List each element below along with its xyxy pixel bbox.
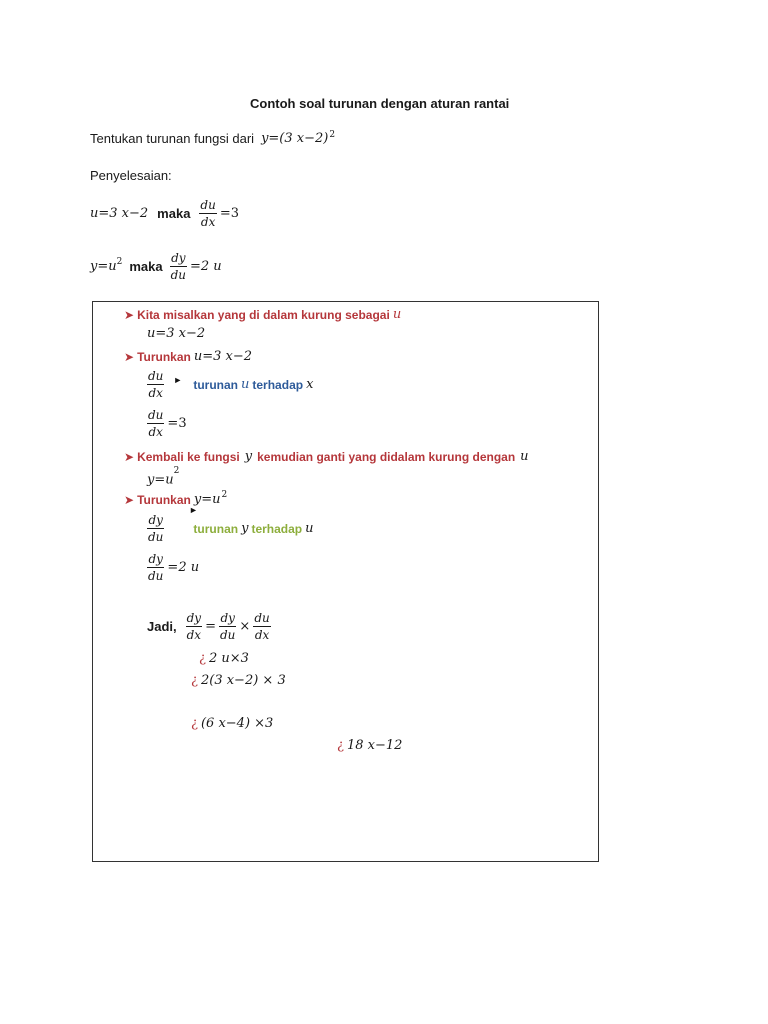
question-expr: y=(3 x−2) [261, 131, 329, 146]
bullet-3 [124, 449, 529, 464]
frac-den: dx [148, 386, 163, 400]
frac-num: du [148, 369, 164, 383]
eq-u: u=3 x−2 [147, 326, 206, 341]
chain-frac-1 [186, 612, 202, 641]
note1-b: terhadap [252, 377, 304, 392]
inverted-question-symbol: ¿ [199, 651, 206, 666]
note2-var2: u [305, 521, 314, 536]
triangle-right-bullet-icon: ➤ [124, 349, 135, 364]
result-line-1 [199, 651, 249, 666]
frac-num: du [148, 408, 164, 422]
result-line-4 [337, 738, 402, 753]
bullet-2-expr: u=3 x−2 [193, 349, 253, 364]
result-line-3 [191, 716, 273, 731]
step1-maka: maka [157, 206, 191, 221]
bullet-1 [124, 307, 401, 322]
step2-fraction [170, 252, 187, 281]
eq3-exp: 2 [173, 466, 180, 476]
frac-du-dx-2 [147, 409, 164, 438]
bullet-3-text-b: kemudian ganti yang didalam kurung dengan [257, 449, 516, 464]
step2-maka: maka [129, 259, 163, 274]
triangle-right-bullet-icon: ➤ [124, 449, 135, 464]
frac-du-dx [147, 370, 164, 399]
frac-den: du [148, 569, 164, 583]
bullet-4-text: Turunkan [137, 492, 191, 507]
step2-rhs: =2 u [190, 259, 222, 274]
step1-line [90, 199, 239, 228]
bullet-3-var1: y [244, 449, 253, 464]
frac-den: du [220, 628, 236, 642]
eq3-base: y=u [147, 472, 174, 488]
inverted-question-symbol: ¿ [191, 716, 198, 731]
frac-num: dy [186, 611, 202, 625]
result-line-4-expr: 18 x−12 [346, 738, 403, 753]
frac-num: dy [220, 611, 235, 625]
step1-rhs: =3 [219, 206, 240, 221]
derivative-note-1 [147, 370, 313, 399]
chain-times: × [239, 619, 251, 634]
step1-den: dx [200, 215, 216, 229]
bullet-3-var2: u [520, 449, 529, 464]
note1-a: turunan [193, 377, 239, 392]
note2-var1: y [241, 521, 249, 536]
frac-den: dx [254, 628, 270, 642]
result-line-1-expr: 2 u×3 [208, 651, 249, 666]
step2-num: dy [171, 251, 186, 265]
note2-a: turunan [193, 521, 239, 536]
note2-b: terhadap [251, 521, 303, 536]
chain-frac-3 [253, 612, 270, 641]
chain-rule [147, 612, 271, 641]
chain-frac-2 [219, 612, 236, 641]
question-line [90, 131, 335, 146]
bullet-1-var: u [392, 307, 402, 322]
frac4-rhs: =2 u [167, 560, 200, 575]
frac-dy-du-2 [147, 553, 164, 582]
step2-line [90, 252, 222, 281]
step2-den: du [170, 268, 187, 282]
inverted-question-symbol: ¿ [337, 738, 344, 753]
step1-num: du [200, 198, 216, 212]
bullet-2 [124, 349, 252, 364]
frac2-rhs: =3 [167, 416, 187, 431]
page-title: Contoh soal turunan dengan aturan rantai [250, 96, 510, 111]
bullet-4 [124, 489, 228, 507]
note1-var1: u [241, 377, 250, 392]
bullet-4-expr: y=u [193, 492, 221, 507]
frac-num: du [254, 611, 270, 625]
step1-lhs: u=3 x−2 [90, 206, 149, 221]
jadi-label: Jadi, [147, 619, 177, 634]
frac-den: du [148, 530, 164, 544]
result-line-2 [191, 673, 286, 688]
bullet-2-text: Turunkan [137, 349, 191, 364]
frac-den: dx [186, 628, 202, 642]
small-arrow-icon: ► [189, 505, 198, 515]
result-line-3-expr: (6 x−4) ×3 [200, 716, 274, 731]
frac-dy-du [147, 514, 164, 543]
question-exp: 2 [329, 129, 336, 140]
small-arrow-icon: ► [173, 374, 183, 385]
inverted-question-symbol: ¿ [191, 673, 198, 688]
derivative-note-2 [147, 514, 314, 543]
chain-eq: = [205, 619, 216, 634]
bullet-3-text-a: Kembali ke fungsi [137, 449, 240, 464]
solution-label: Penyelesaian: [90, 168, 172, 183]
frac-num: dy [148, 513, 163, 527]
question-text: Tentukan turunan fungsi dari [90, 131, 255, 146]
triangle-right-bullet-icon: ➤ [124, 307, 135, 322]
step2-lhs: y=u [90, 259, 117, 274]
note1-var2: x [306, 377, 314, 392]
du-dx-result [147, 409, 187, 438]
bullet-1-text: Kita misalkan yang di dalam kurung sebagai [137, 307, 390, 322]
triangle-right-bullet-icon: ➤ [124, 492, 135, 507]
step1-fraction [199, 199, 216, 228]
step2-exp: 2 [116, 256, 123, 267]
frac-num: dy [148, 552, 163, 566]
frac-den: dx [148, 425, 163, 439]
eq-y-u2 [147, 466, 180, 488]
dy-du-result [147, 553, 199, 582]
bullet-4-exp: 2 [221, 489, 228, 500]
result-line-2-expr: 2(3 x−2) × 3 [200, 673, 286, 688]
